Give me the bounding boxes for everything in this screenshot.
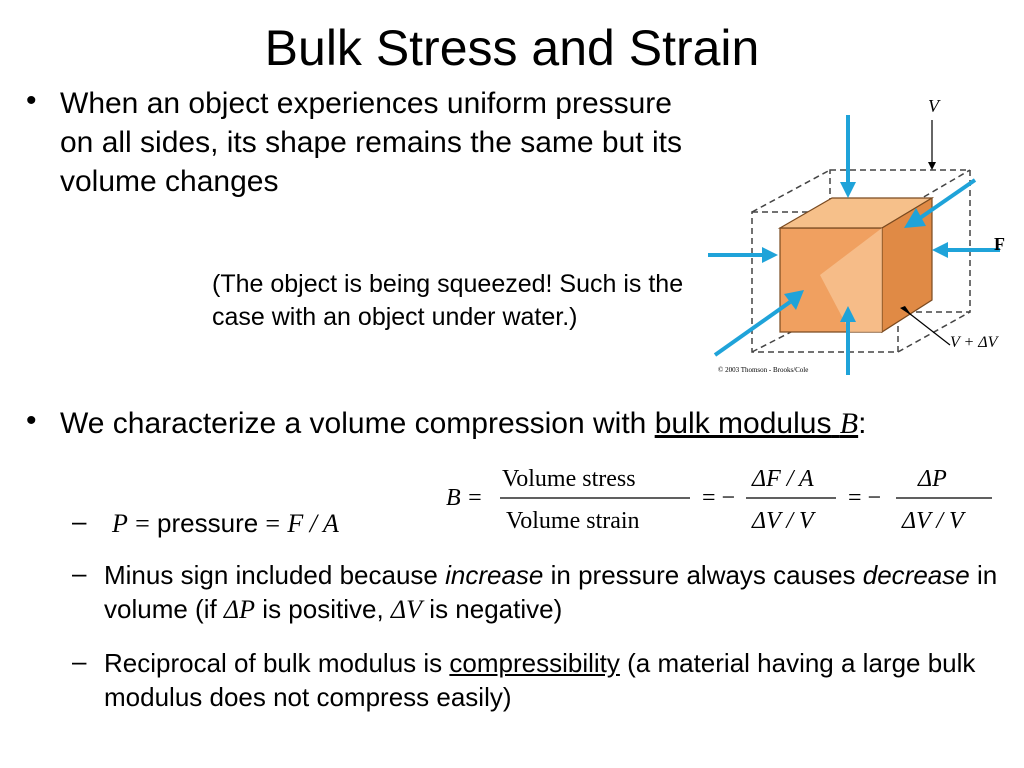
bulk-modulus-symbol: B xyxy=(839,407,859,440)
sub2-t4: is positive, xyxy=(255,594,391,624)
sub2-t2: in pressure always causes xyxy=(543,560,863,590)
eq-frac3-num: ΔP xyxy=(918,466,947,492)
eq-frac1-den: Volume strain xyxy=(506,508,640,534)
sub3-text xyxy=(104,646,1014,714)
sub2-t5: is negative) xyxy=(422,594,563,624)
sub2-increase: increase xyxy=(445,560,544,590)
bullet2-text xyxy=(60,404,960,443)
dash-marker: – xyxy=(72,558,87,588)
solid-cube xyxy=(780,198,932,332)
sub2-delta-v: ΔV xyxy=(390,595,423,624)
bulk-modulus-term xyxy=(655,407,858,440)
sub2-t3: in volume (if xyxy=(104,560,998,624)
bullet-marker: • xyxy=(26,84,37,117)
eq-frac2-num: ΔF / A xyxy=(752,466,814,492)
eq-frac1-num: Volume stress xyxy=(502,466,636,492)
bulk-modulus-equation xyxy=(440,458,1000,538)
sub2-text xyxy=(104,558,1014,627)
sub1-eq2: = xyxy=(265,509,281,538)
sub1-word: pressure xyxy=(157,508,259,538)
bulk-cube-figure xyxy=(700,90,1020,380)
eq-frac2-den: ΔV / V xyxy=(752,508,814,534)
eq-op3: = − xyxy=(848,485,882,511)
label-f: F xyxy=(994,234,1005,254)
sub3-t1: Reciprocal of bulk modulus is xyxy=(104,648,450,678)
figure-credit: © 2003 Thomson - Brooks/Cole xyxy=(718,366,809,374)
eq-lhs: B = xyxy=(446,485,483,511)
sub2-decrease: decrease xyxy=(862,560,970,590)
sub2-t1: Minus sign included because xyxy=(104,560,446,590)
sub3-t2: (a material having a large bulk modulus does not compress easily) xyxy=(104,648,976,712)
sub2-delta-p: ΔP xyxy=(223,595,256,624)
eq-op2: = − xyxy=(702,485,736,511)
dash-marker: – xyxy=(72,646,87,676)
bullet-marker: • xyxy=(26,404,37,437)
sub1-text xyxy=(112,506,339,541)
sub1-symbol-p: P xyxy=(112,509,128,538)
bullet1-text: When an object experiences uniform pressure on all sides, its shape remains the same but its volume changes xyxy=(60,87,682,198)
eq-frac3-den: ΔV / V xyxy=(902,508,964,534)
dash-marker: – xyxy=(72,506,87,536)
sub1-rhs: F / A xyxy=(287,509,339,538)
bulk-modulus-label: bulk modulus xyxy=(654,407,832,440)
label-v: V xyxy=(928,96,939,116)
bullet1-note: (The object is being squeezed! Such is the case with an object under water.) xyxy=(212,270,684,331)
compressibility-term: compressibility xyxy=(449,648,620,678)
label-v-plus-dv: V + ΔV xyxy=(950,334,998,351)
sub1-eq: = xyxy=(135,509,150,538)
slide-title: Bulk Stress and Strain xyxy=(264,20,760,76)
bullet2-lead: We characterize a volume compression with xyxy=(60,407,655,440)
bullet2-colon: : xyxy=(858,407,867,440)
